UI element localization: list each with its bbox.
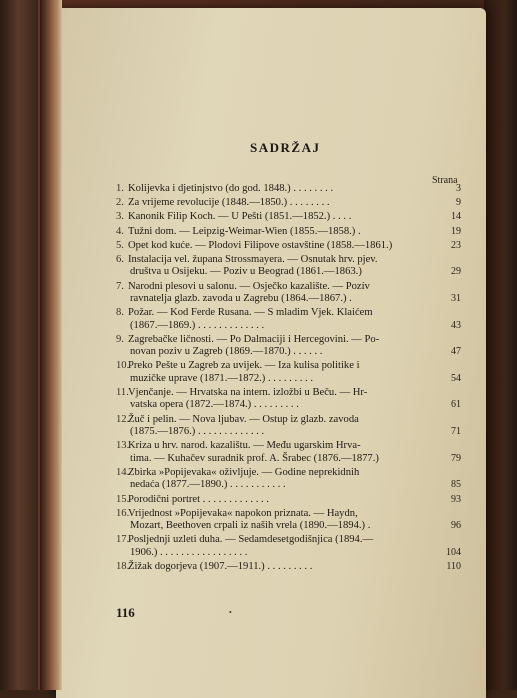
toc-entry-number: 15. (116, 493, 130, 505)
toc-entry-text (116, 399, 435, 411)
toc-entry-title: Zagrebačke ličnosti. — Po Dalmaciji i Hercegovini. — Po- (128, 333, 380, 345)
ornament: • (229, 608, 232, 617)
toc-entry-text (116, 534, 435, 546)
toc-page-number: 3 (456, 183, 461, 194)
book-edge-right (484, 0, 517, 690)
toc-entry-text (116, 293, 435, 305)
toc-entry-title: društva u Osijeku. — Poziv u Beograd (1861.—1863.) (130, 266, 362, 278)
toc-entry-title: Tužni dom. — Leipzig-Weimar-Wien (1855.—1858.) . (128, 225, 361, 237)
toc-entry-text (116, 426, 435, 438)
toc-entry-title: Kolijevka i djetinjstvo (do god. 1848.) . . . . . . . . (128, 183, 334, 194)
toc-page-number: 23 (451, 239, 461, 251)
toc-entry (116, 534, 461, 559)
toc-entry-number: 2. (116, 197, 124, 209)
toc-entry-title: ravnatelja glazb. zavoda u Zagrebu (1864.—1867.) . (130, 293, 352, 305)
toc-page-number: 110 (446, 560, 461, 572)
toc-entry-number: 1. (116, 183, 124, 194)
toc-entry-title: Posljednji uzleti duha. — Sedamdesetgodišnjica (1894.— (128, 534, 374, 546)
toc-entry-title: muzičke uprave (1871.—1872.) . . . . . . . . . (130, 372, 313, 384)
toc-entry-text (116, 307, 435, 319)
toc-entry (116, 254, 461, 279)
toc-entry-number: 7. (116, 280, 124, 292)
toc-entry-title: (1875.—1876.) . . . . . . . . . . . . . (130, 426, 265, 438)
toc-entry (116, 211, 461, 223)
toc-entry-number: 17. (116, 534, 130, 546)
toc-entry-number: 14. (116, 466, 130, 478)
toc-page-number: 79 (451, 452, 461, 464)
toc-page-number: 93 (451, 493, 461, 505)
toc-entry-text (116, 547, 435, 559)
toc-entry-text (116, 508, 435, 520)
toc-entry (116, 183, 461, 195)
toc-entry (116, 440, 461, 465)
page-title: SADRŽAJ (250, 140, 321, 155)
toc-page-number: 85 (451, 479, 461, 491)
toc-entry (116, 281, 461, 306)
toc-page-number: 104 (446, 546, 461, 558)
toc-entry-text (116, 467, 435, 479)
toc-entry-number: 11. (116, 387, 129, 399)
toc-entry-number: 13. (116, 440, 130, 452)
toc-entry-title: tima. — Kuhačev suradnik prof. A. Šrabec (1876.—1877.) (130, 452, 379, 464)
table-of-contents (116, 183, 461, 575)
toc-entry-text (116, 360, 435, 372)
toc-entry-title: Instalacija vel. župana Strossmayera. — Osnutak hrv. pjev. (128, 254, 378, 266)
toc-page-number: 61 (451, 399, 461, 411)
toc-page-number: 71 (451, 426, 461, 438)
toc-entry-text (116, 387, 435, 399)
toc-entry-title: Žižak dogorjeva (1907.—1911.) . . . . . . . . . (128, 560, 313, 572)
toc-entry-text (116, 266, 435, 278)
toc-entry-title: (1867.—1869.) . . . . . . . . . . . . . (130, 319, 265, 331)
toc-entry-text (116, 197, 435, 209)
toc-page-number: 31 (451, 293, 461, 305)
toc-entry-number: 9. (116, 333, 124, 345)
page-number: 116 (116, 605, 135, 620)
toc-page-number: 9 (456, 197, 461, 209)
toc-entry-text (116, 320, 435, 332)
toc-entry-title: Zbirka »Popijevaka« oživljuje. — Godine neprekidnih (128, 466, 360, 478)
toc-entry (116, 508, 461, 533)
toc-entry-number: 8. (116, 307, 124, 319)
toc-entry (116, 467, 461, 492)
toc-entry-title: Mozart, Beethoven crpali iz naših vrela (1890.—1894.) . (130, 520, 371, 532)
toc-entry-number: 12. (116, 413, 130, 425)
toc-entry-title: Preko Pešte u Zagreb za uvijek. — Iza kulisa politike i (128, 360, 360, 372)
toc-entry-text (116, 183, 435, 195)
toc-entry-text (116, 453, 435, 465)
toc-entry-title: Vjenčanje. — Hrvatska na intern. izložbi u Beču. — Hr- (128, 387, 368, 399)
toc-entry-title: Za vrijeme revolucije (1848.—1850.) . . . . . . . . (128, 197, 330, 209)
toc-entry (116, 197, 461, 209)
book-spine (0, 0, 38, 690)
toc-entry-text (116, 520, 435, 532)
toc-page-number: 43 (451, 319, 461, 331)
page-column-label: Strana (432, 175, 458, 186)
toc-entry-number: 5. (116, 239, 124, 251)
toc-entry-text (116, 346, 435, 358)
toc-entry (116, 387, 461, 412)
toc-entry-text (116, 334, 435, 346)
toc-entry-text (116, 240, 435, 252)
toc-entry-number: 10. (116, 360, 130, 372)
toc-entry-text (116, 561, 435, 573)
toc-entry-title: vatska opera (1872.—1874.) . . . . . . . . . (130, 399, 299, 411)
toc-entry-number: 6. (116, 254, 124, 266)
toc-page-number: 54 (451, 372, 461, 384)
toc-entry-title: novan poziv u Zagreb (1869.—1870.) . . . . . . (130, 346, 323, 358)
toc-entry-title: Kriza u hrv. narod. kazalištu. — Među ugarskim Hrva- (128, 440, 361, 452)
toc-entry-title: Kanonik Filip Koch. — U Pešti (1851.—1852.) . . . . (128, 211, 352, 223)
toc-entry-title: Narodni plesovi u salonu. — Osječko kazalište. — Pozív (128, 280, 370, 292)
toc-entry-text (116, 226, 435, 238)
toc-entry-text (116, 254, 435, 266)
toc-entry (116, 307, 461, 332)
toc-entry-title: nedaća (1877.—1890.) . . . . . . . . . . . (130, 479, 286, 491)
toc-entry-text (116, 281, 435, 293)
toc-entry-title: Opet kod kuće. — Plodovi Filipove ostavštine (1858.—1861.) (128, 239, 393, 251)
toc-entry-number: 3. (116, 211, 124, 223)
toc-entry-title: 1906.) . . . . . . . . . . . . . . . . . (130, 546, 248, 558)
toc-entry-title: Porodični portret . . . . . . . . . . . . . (128, 493, 269, 505)
toc-entry-text (116, 479, 435, 491)
toc-entry-title: Vrijednost »Popijevaka« napokon priznata. — Haydn, (128, 507, 358, 519)
toc-entry (116, 360, 461, 385)
toc-entry (116, 494, 461, 506)
toc-entry-title: Žuč i pelin. — Nova ljubav. — Ostup iz glazb. zavoda (128, 413, 359, 425)
toc-entry (116, 226, 461, 238)
toc-page-number: 29 (451, 266, 461, 278)
page-gutter (40, 0, 62, 690)
toc-entry (116, 414, 461, 439)
toc-page-number: 14 (451, 211, 461, 223)
toc-page-number: 19 (451, 225, 461, 237)
toc-page-number: 47 (451, 346, 461, 358)
toc-entry-text (116, 440, 435, 452)
toc-entry-text (116, 373, 435, 385)
toc-entry-number: 4. (116, 225, 124, 237)
toc-entry-text (116, 414, 435, 426)
toc-entry-text (116, 494, 435, 506)
toc-entry (116, 240, 461, 252)
toc-entry (116, 561, 461, 573)
toc-entry-number: 18. (116, 560, 130, 572)
toc-entry-number: 16. (116, 507, 130, 519)
toc-entry-title: Požar. — Kod Ferde Rusana. — S mladim Vjek. Klaićem (128, 307, 373, 319)
toc-page-number: 96 (451, 520, 461, 532)
toc-entry-text (116, 211, 435, 223)
toc-entry (116, 334, 461, 359)
